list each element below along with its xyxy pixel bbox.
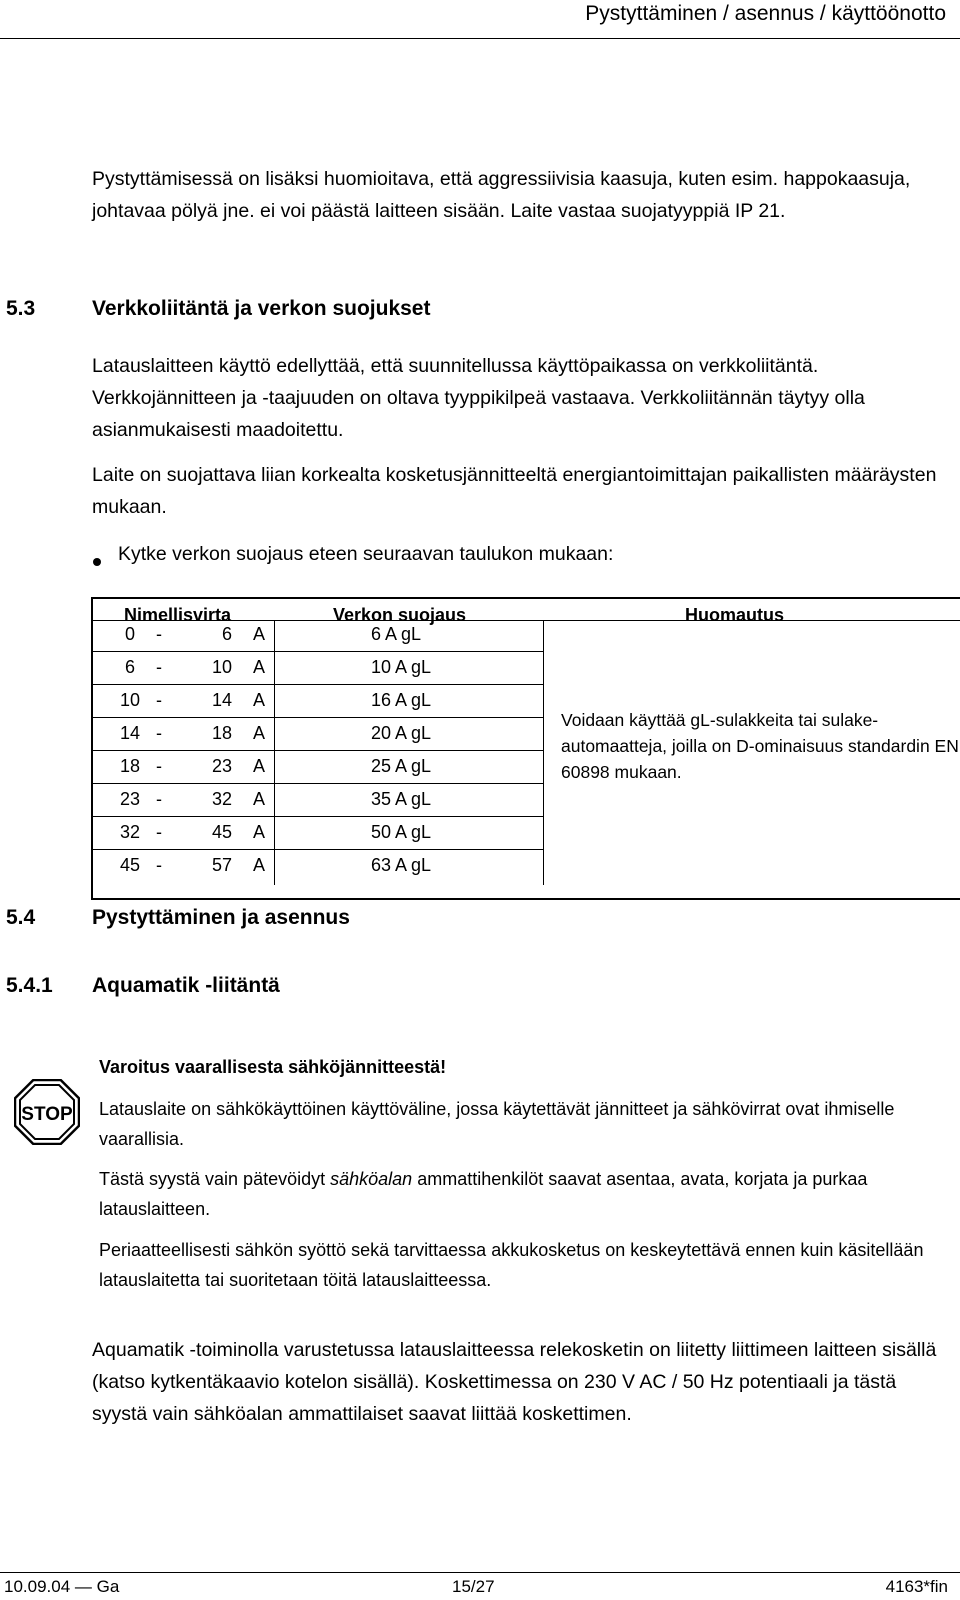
current-max: 14 — [211, 690, 232, 710]
section-5-3-heading — [6, 297, 706, 327]
table-remark: Voidaan käyttää gL-sulakkeita tai sulake-automaatteja, joilla on D-ominaisuus standardin EN 60898 mukaan. — [561, 710, 959, 782]
warning-text-italic: sähköalan — [330, 1169, 413, 1189]
current-max: 45 — [211, 822, 232, 842]
current-min: 6 — [124, 657, 135, 677]
current-max: 23 — [211, 756, 232, 776]
header-divider — [0, 38, 960, 39]
fuse-value: 16 A gL — [371, 690, 432, 710]
fuse-value: 10 A gL — [371, 657, 432, 677]
current-min: 32 — [120, 822, 141, 842]
header-mains-fuse: Verkon suojaus — [333, 605, 467, 625]
header-rated-current: Nimellisvirta — [124, 605, 232, 625]
footer-dash: — — [74, 1577, 92, 1596]
range-dash: - — [156, 789, 162, 809]
range-dash: - — [156, 690, 162, 710]
header-remark: Huomautus — [685, 605, 784, 625]
fuse-value: 35 A gL — [371, 789, 432, 809]
footer-document-code: 4163*fin — [885, 1577, 948, 1596]
fuse-value: 25 A gL — [371, 756, 432, 776]
range-dash: - — [156, 822, 162, 842]
current-min: 45 — [120, 855, 141, 875]
fuse-value: 6 A gL — [371, 624, 422, 644]
current-unit: A — [253, 822, 266, 842]
current-min: 14 — [120, 723, 141, 743]
stop-sign-icon — [14, 1079, 80, 1145]
current-unit: A — [253, 657, 266, 677]
warning-paragraph-3: Periaatteellisesti sähkön syöttö sekä tarvittaessa akkukosketus on keskeytettävä ennen kuin käsitellään latauslaitetta tai suoritetaan töitä latauslaitteessa. — [99, 1240, 924, 1290]
current-unit: A — [253, 855, 266, 875]
bullet-icon — [93, 558, 101, 566]
aquamatik-paragraph: Aquamatik -toiminolla varustetussa latauslaitteessa relekosketin on liitetty liittimeen laitteen sisällä (katso kytkentäkaavio kotelon sisällä). Koskettimessa on 230 V AC / 50 Hz potentiaali ja tästä syystä vain sähköalan ammattilaiset saavat liittää koskettimen. — [92, 1339, 937, 1425]
table-row — [93, 785, 551, 818]
footer-left — [4, 1577, 119, 1597]
current-min: 0 — [124, 624, 135, 644]
section-number: 5.4 — [6, 906, 36, 929]
current-unit: A — [253, 723, 266, 743]
table-row — [93, 752, 551, 785]
fuse-value: 20 A gL — [371, 723, 432, 743]
fuse-table — [91, 597, 960, 900]
current-max: 57 — [211, 855, 232, 875]
section-number: 5.4.1 — [6, 974, 53, 997]
table-row — [93, 818, 551, 851]
range-dash: - — [156, 723, 162, 743]
current-unit: A — [253, 690, 266, 710]
section-5-4-1-heading — [6, 974, 506, 1004]
range-dash: - — [156, 657, 162, 677]
footer-author: Ga — [96, 1577, 120, 1596]
current-min: 18 — [120, 756, 141, 776]
stop-sign-text: STOP — [21, 1104, 73, 1125]
fuse-value: 63 A gL — [371, 855, 432, 875]
section-title: Verkkoliitäntä ja verkon suojukset — [92, 297, 431, 320]
table-row — [93, 686, 551, 719]
warning-text: Tästä syystä vain pätevöidyt — [99, 1169, 331, 1189]
current-min: 23 — [120, 789, 141, 809]
fuse-value: 50 A gL — [371, 822, 432, 842]
current-min: 10 — [120, 690, 141, 710]
range-dash: - — [156, 756, 162, 776]
touch-voltage-paragraph: Laite on suojattava liian korkealta kosketusjännitteeltä energiantoimittajan paikallisten määräysten mukaan. — [92, 464, 937, 518]
warning-paragraph-1: Latauslaite on sähkökäyttöinen käyttöväline, jossa käytettävät jännitteet ja sähkövirrat ovat ihmiselle vaarallisia. — [99, 1099, 895, 1149]
table-row — [93, 851, 551, 884]
warning-text: ammattihenkilöt saavat asentaa, avata, korjata ja purkaa latauslaitteen. — [99, 1169, 868, 1219]
current-max: 32 — [211, 789, 232, 809]
table-row — [93, 653, 551, 686]
grid-connection-paragraph: Latauslaitteen käyttö edellyttää, että suunnitellussa käyttöpaikassa on verkkoliitäntä. Verkkojännitteen ja -taajuuden on oltava tyyppikilpeä vastaava. Verkkoliitännän täytyy olla asianmukaisesti maadoitettu. — [92, 355, 865, 441]
current-max: 18 — [211, 723, 232, 743]
warning-paragraph-2 — [99, 1164, 949, 1224]
footer-divider — [0, 1572, 960, 1573]
footer-page-number: 15/27 — [452, 1577, 495, 1596]
section-title: Pystyttäminen ja asennus — [92, 906, 350, 929]
section-number: 5.3 — [6, 297, 36, 320]
current-unit: A — [253, 624, 266, 644]
range-dash: - — [156, 855, 162, 875]
range-dash: - — [156, 624, 162, 644]
section-5-4-heading — [6, 906, 506, 936]
page-header-title: Pystyttäminen / asennus / käyttöönotto — [585, 2, 946, 25]
footer-date: 10.09.04 — [4, 1577, 71, 1596]
section-title: Aquamatik -liitäntä — [92, 974, 280, 997]
current-max: 6 — [221, 624, 232, 644]
warning-title: Varoitus vaarallisesta sähköjännitteestä! — [99, 1057, 447, 1077]
table-row — [93, 620, 551, 653]
intro-paragraph: Pystyttämisessä on lisäksi huomioitava, että aggressiivisia kaasuja, kuten esim. happokaasuja, johtavaa pölyä jne. ei voi päästä laitteen sisään. Laite vastaa suojatyyppiä IP 21. — [92, 168, 911, 222]
current-unit: A — [253, 789, 266, 809]
fuse-instruction-bullet: Kytke verkon suojaus eteen seuraavan taulukon mukaan: — [118, 543, 614, 565]
current-max: 10 — [211, 657, 232, 677]
table-row — [93, 719, 551, 752]
current-unit: A — [253, 756, 266, 776]
